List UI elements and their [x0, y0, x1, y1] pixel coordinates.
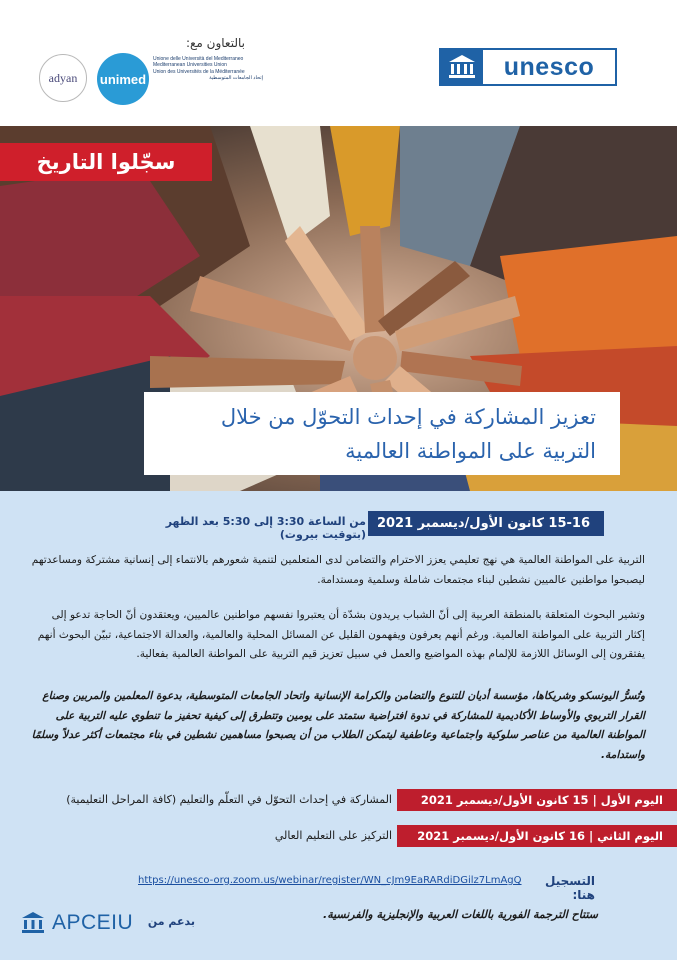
- unesco-logo: [439, 48, 617, 86]
- event-time: من الساعة 3:30 إلى 5:30 بعد الظهر (بتوقيت بيروت): [165, 515, 366, 541]
- unesco-wordmark: unesco: [503, 52, 595, 81]
- event-date-bar: 15-16 كانون الأول/ديسمبر 2021: [368, 511, 604, 536]
- title-line: تعزيز المشاركة في إحداث التحوّل من خلال: [220, 405, 596, 429]
- title-box: [144, 392, 620, 475]
- day-two-bar: اليوم الثاني | 16 كانون الأول/ديسمبر 2021: [397, 825, 677, 847]
- day-one-topic: المشاركة في إحداث التحوّل في التعلّم والتعليم (كافة المراحل التعليمية): [66, 793, 392, 806]
- apceiu-wordmark: APCEIU: [52, 911, 134, 934]
- title-line: التربية على المواطنة العالمية: [345, 439, 596, 463]
- save-the-date-banner: سجّلوا التاريخ: [0, 143, 212, 181]
- adyan-logo: [39, 54, 87, 102]
- invitation-paragraph: وتُسرُّ اليونسكو وشريكاها، مؤسسة أديان للتنوع والتضامن والكرامة الإنسانية واتحاد الجامعات المتوسطية، بدعوة المعلمين والمربين وصناع القرار التربوي والأوساط الأكاديمية للمشاركة في ندوة افتراضية ستمتد على يومين وتتطرق إلى كيفية تحفيز ما تنطوي عليه التربية على المواطنة العالمية من عناصر سلوكية واجتماعية وعاطفية ليتمكن الطلاب من أن يصبحوا مساهمين نشطين في بناء مجتمعات أكثر عدلاً وسلمًا واستدامة.: [31, 690, 645, 761]
- unimed-line: Mediterranean Universities Union: [153, 62, 227, 69]
- unimed-line: Union des Universités de la Méditerranée: [153, 68, 245, 75]
- partner-label: بالتعاون مع:: [186, 36, 245, 50]
- unimed-line: Unione delle Università del Mediterraneo: [153, 56, 244, 62]
- adyan-wordmark: adyan: [48, 70, 78, 85]
- translation-note: ستتاح الترجمة الفورية باللغات العربية والإنجليزية والفرنسية.: [323, 908, 598, 921]
- day-one-bar: اليوم الأول | 15 كانون الأول/ديسمبر 2021: [397, 789, 677, 811]
- body-paragraph: التربية على المواطنة العالمية هي نهج تعليمي يعزز الاحترام والتضامن لدى المتعلمين لتنمية شعورهم بالانتماء إلى إنسانية مشتركة ومساعدتهم ليصبحوا مواطنين عالميين نشطين لبناء مجتمعات شاملة وسلمية ومستدامة.: [31, 554, 645, 586]
- apceiu-logo: [20, 903, 140, 943]
- body-paragraph: وتشير البحوث المتعلقة بالمنطقة العربية إلى أنّ الشباب يريدون بشدّة أن يعتبروا نفسهم مواطنين عالميين، ويعتقدون أنّ الحاجة تدعو إلى إكثار التربية على المواطنة العالمية. ورغم أنهم يعرفون ويفهمون القليل عن المسائل المحلية والعالمية، والعدالة الاجتماعية، تبيّن البحوث أنهم يفتقرون إلى الوسائل اللازمة للإلمام بهذه المواضيع والعمل في سبيل تعزيز قيم التربية على المواطنة العالمية بفعالية.: [37, 609, 645, 660]
- registration-link[interactable]: https://unesco-org.zoom.us/webinar/register/WN_cJm9EaRARdiDGilz7LmAgQ: [138, 875, 522, 886]
- temple-icon: [441, 50, 483, 84]
- unimed-logo: [97, 53, 149, 105]
- day-two-topic: التركيز على التعليم العالي: [274, 829, 392, 842]
- temple-icon: [20, 910, 46, 936]
- unimed-wordmark: unimed: [99, 71, 147, 87]
- registration-label: التسجيل هنا:: [545, 874, 595, 902]
- unimed-line: إتحاد الجامعات المتوسطية: [209, 74, 263, 81]
- content-panel: [0, 491, 677, 960]
- unimed-text: [153, 56, 263, 81]
- support-label: بدعم من: [147, 915, 195, 928]
- header: [0, 0, 677, 126]
